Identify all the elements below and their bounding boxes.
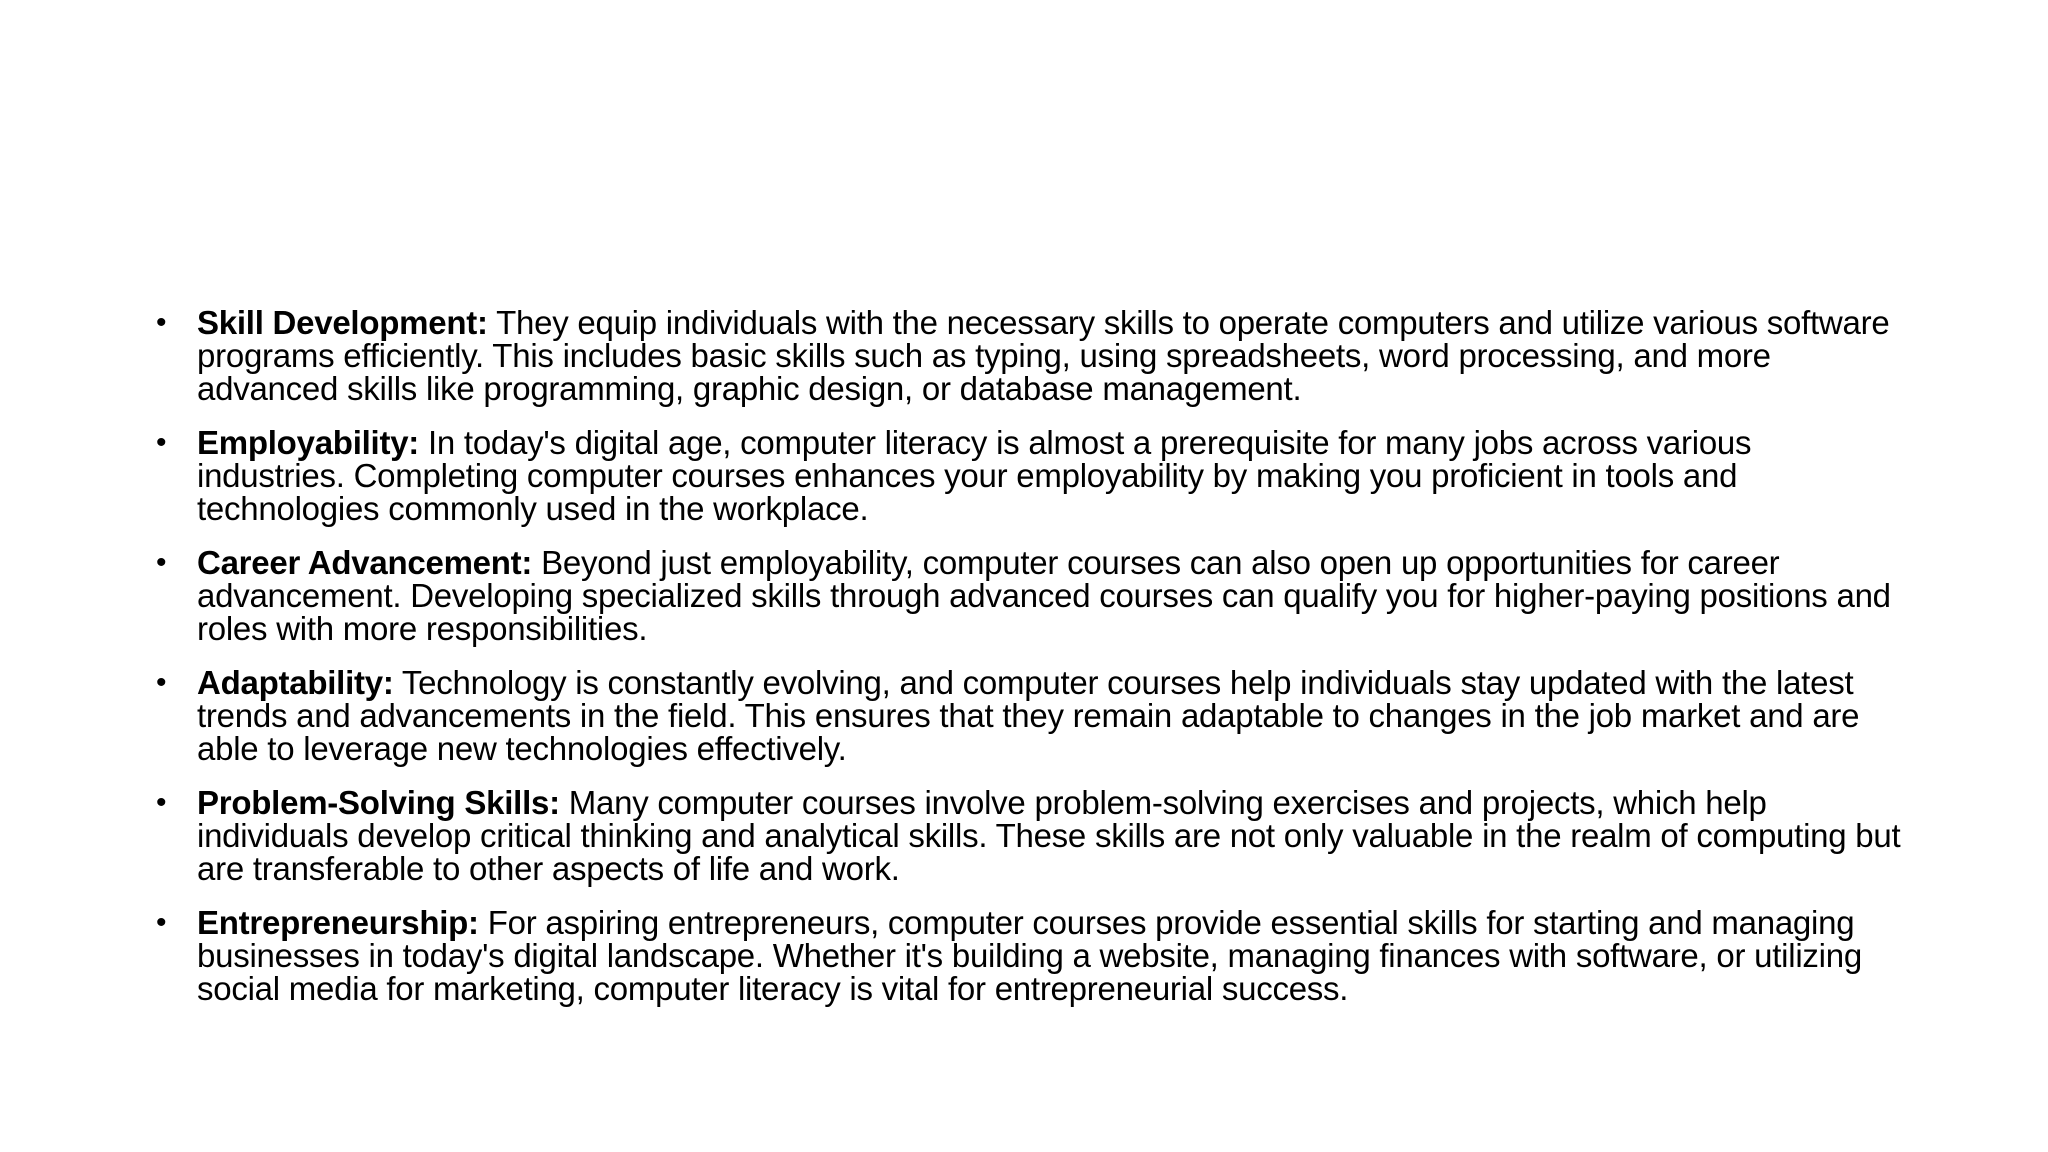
bullet-text: They equip individuals with the necessary skills to operate computers and utilize various software programs efficiently. This includes basic skills such as typing, using spreadsheets, word processing, and more advanced skills like programming, graphic design, or database management.	[197, 304, 1890, 407]
bullet-term: Problem-Solving Skills:	[197, 784, 560, 821]
bullet-icon: •	[156, 786, 167, 819]
bullet-icon: •	[156, 306, 167, 339]
bullet-text: Many computer courses involve problem-solving exercises and projects, which help individuals develop critical thinking and analytical skills. These skills are not only valuable in the realm of computing but are transferable to other aspects of life and work.	[197, 784, 1901, 887]
bullet-item-problem-solving	[150, 786, 1902, 885]
bullet-text: In today's digital age, computer literacy is almost a prerequisite for many jobs across various industries. Completing computer courses enhances your employability by making you proficient in tools and technologies commonly used in the workplace.	[197, 424, 1752, 527]
bullet-icon: •	[156, 906, 167, 939]
bullet-icon: •	[156, 666, 167, 699]
bullet-term: Skill Development:	[197, 304, 488, 341]
bullet-term: Career Advancement:	[197, 544, 533, 581]
bullet-icon: •	[156, 426, 167, 459]
bullet-item-entrepreneurship	[150, 906, 1902, 1005]
bullet-text: For aspiring entrepreneurs, computer courses provide essential skills for starting and managing businesses in today's digital landscape. Whether it's building a website, managing finances with software, or utilizing social media for marketing, computer literacy is vital for entrepreneurial success.	[197, 904, 1862, 1007]
bullet-term: Employability:	[197, 424, 420, 461]
bullet-list	[150, 306, 1902, 1005]
slide-content	[150, 306, 1902, 1026]
bullet-term: Entrepreneurship:	[197, 904, 479, 941]
bullet-item-skill-development	[150, 306, 1902, 405]
bullet-item-adaptability	[150, 666, 1902, 765]
bullet-icon: •	[156, 546, 167, 579]
bullet-text: Technology is constantly evolving, and computer courses help individuals stay updated with the latest trends and advancements in the field. This ensures that they remain adaptable to changes in the job market and are able to leverage new technologies effectively.	[197, 664, 1860, 767]
bullet-term: Adaptability:	[197, 664, 394, 701]
bullet-item-career-advancement	[150, 546, 1902, 645]
bullet-text: Beyond just employability, computer courses can also open up opportunities for career advancement. Developing specialized skills through advanced courses can qualify you for higher-paying positions and roles with more responsibilities.	[197, 544, 1891, 647]
bullet-item-employability	[150, 426, 1902, 525]
